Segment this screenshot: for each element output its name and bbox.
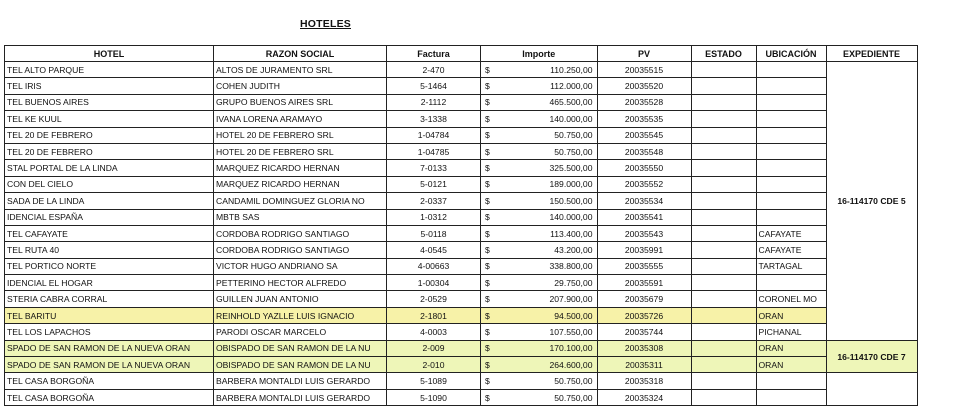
estado-cell — [691, 94, 756, 110]
factura-cell: 5-1464 — [387, 78, 481, 94]
estado-cell — [691, 258, 756, 274]
razon-social-cell: GUILLEN JUAN ANTONIO — [214, 291, 387, 307]
ubicacion-cell — [756, 160, 826, 176]
column-header-pv: PV — [597, 46, 691, 62]
hotel-cell: TEL ALTO PARQUE — [5, 62, 214, 78]
hotel-cell: SPADO DE SAN RAMON DE LA NUEVA ORAN — [5, 357, 214, 373]
importe-cell: 94.500,00 — [497, 307, 597, 323]
hotel-cell: TEL CASA BORGOÑA — [5, 389, 214, 405]
document-title: HOTELES — [300, 18, 351, 30]
factura-cell: 2-1112 — [387, 94, 481, 110]
hotel-cell: TEL LOS LAPACHOS — [5, 324, 214, 340]
estado-cell — [691, 275, 756, 291]
table-row — [5, 324, 918, 340]
razon-social-cell: CANDAMIL DOMINGUEZ GLORIA NO — [214, 193, 387, 209]
ubicacion-cell — [756, 193, 826, 209]
table-row — [5, 62, 918, 78]
hotel-cell: STERIA CABRA CORRAL — [5, 291, 214, 307]
razon-social-cell: HOTEL 20 DE FEBRERO SRL — [214, 143, 387, 159]
hotel-cell: CON DEL CIELO — [5, 176, 214, 192]
ubicacion-cell — [756, 275, 826, 291]
ubicacion-cell — [756, 62, 826, 78]
razon-social-cell: IVANA LORENA ARAMAYO — [214, 111, 387, 127]
currency-symbol: $ — [481, 94, 498, 110]
estado-cell — [691, 242, 756, 258]
table-row — [5, 111, 918, 127]
table-row — [5, 275, 918, 291]
importe-cell: 338.800,00 — [497, 258, 597, 274]
importe-cell: 325.500,00 — [497, 160, 597, 176]
hotel-cell: TEL PORTICO NORTE — [5, 258, 214, 274]
importe-cell: 189.000,00 — [497, 176, 597, 192]
currency-symbol: $ — [481, 258, 498, 274]
importe-cell: 140.000,00 — [497, 111, 597, 127]
hotel-cell: IDENCIAL ESPAÑA — [5, 209, 214, 225]
factura-cell: 4-0545 — [387, 242, 481, 258]
hotel-cell: TEL 20 DE FEBRERO — [5, 143, 214, 159]
factura-cell: 2-010 — [387, 357, 481, 373]
estado-cell — [691, 143, 756, 159]
pv-cell: 20035591 — [597, 275, 691, 291]
razon-social-cell: OBISPADO DE SAN RAMON DE LA NU — [214, 340, 387, 356]
ubicacion-cell — [756, 94, 826, 110]
estado-cell — [691, 389, 756, 405]
importe-cell: 110.250,00 — [497, 62, 597, 78]
table-row — [5, 78, 918, 94]
ubicacion-cell: CAFAYATE — [756, 242, 826, 258]
importe-cell: 112.000,00 — [497, 78, 597, 94]
estado-cell — [691, 111, 756, 127]
factura-cell: 1-00304 — [387, 275, 481, 291]
estado-cell — [691, 340, 756, 356]
factura-cell: 7-0133 — [387, 160, 481, 176]
importe-cell: 170.100,00 — [497, 340, 597, 356]
razon-social-cell: VICTOR HUGO ANDRIANO SA — [214, 258, 387, 274]
pv-cell: 20035545 — [597, 127, 691, 143]
razon-social-cell: MBTB SAS — [214, 209, 387, 225]
ubicacion-cell: CAFAYATE — [756, 225, 826, 241]
table-row — [5, 389, 918, 405]
table-row — [5, 193, 918, 209]
pv-cell: 20035515 — [597, 62, 691, 78]
razon-social-cell: HOTEL 20 DE FEBRERO SRL — [214, 127, 387, 143]
ubicacion-cell — [756, 143, 826, 159]
importe-cell: 50.750,00 — [497, 373, 597, 389]
factura-cell: 1-04785 — [387, 143, 481, 159]
estado-cell — [691, 193, 756, 209]
importe-cell: 150.500,00 — [497, 193, 597, 209]
hotel-cell: TEL KE KUUL — [5, 111, 214, 127]
factura-cell: 5-0121 — [387, 176, 481, 192]
column-header-expediente: EXPEDIENTE — [826, 46, 917, 62]
ubicacion-cell — [756, 389, 826, 405]
estado-cell — [691, 160, 756, 176]
ubicacion-cell — [756, 127, 826, 143]
hotel-cell: TEL BUENOS AIRES — [5, 94, 214, 110]
factura-cell: 5-0118 — [387, 225, 481, 241]
currency-symbol: $ — [481, 389, 498, 405]
razon-social-cell: PARODI OSCAR MARCELO — [214, 324, 387, 340]
razon-social-cell: PETTERINO HECTOR ALFREDO — [214, 275, 387, 291]
importe-cell: 50.750,00 — [497, 143, 597, 159]
ubicacion-cell — [756, 176, 826, 192]
pv-cell: 20035324 — [597, 389, 691, 405]
table-row — [5, 291, 918, 307]
hotels-table — [4, 45, 918, 406]
ubicacion-cell: TARTAGAL — [756, 258, 826, 274]
currency-symbol: $ — [481, 209, 498, 225]
razon-social-cell: COHEN JUDITH — [214, 78, 387, 94]
table-header-row — [5, 46, 918, 62]
razon-social-cell: GRUPO BUENOS AIRES SRL — [214, 94, 387, 110]
currency-symbol: $ — [481, 291, 498, 307]
table-row — [5, 242, 918, 258]
hotel-cell: TEL BARITU — [5, 307, 214, 323]
hotel-cell: STAL PORTAL DE LA LINDA — [5, 160, 214, 176]
estado-cell — [691, 176, 756, 192]
currency-symbol: $ — [481, 340, 498, 356]
pv-cell: 20035991 — [597, 242, 691, 258]
razon-social-cell: ALTOS DE JURAMENTO SRL — [214, 62, 387, 78]
ubicacion-cell: ORAN — [756, 307, 826, 323]
pv-cell: 20035534 — [597, 193, 691, 209]
pv-cell: 20035318 — [597, 373, 691, 389]
table-row — [5, 176, 918, 192]
estado-cell — [691, 225, 756, 241]
ubicacion-cell: PICHANAL — [756, 324, 826, 340]
pv-cell: 20035308 — [597, 340, 691, 356]
razon-social-cell: CORDOBA RODRIGO SANTIAGO — [214, 242, 387, 258]
ubicacion-cell — [756, 209, 826, 225]
table-row — [5, 127, 918, 143]
hotel-cell: TEL IRIS — [5, 78, 214, 94]
column-header-razon-social: RAZON SOCIAL — [214, 46, 387, 62]
importe-cell: 264.600,00 — [497, 357, 597, 373]
table-row — [5, 307, 918, 323]
factura-cell: 2-0337 — [387, 193, 481, 209]
ubicacion-cell: CORONEL MO — [756, 291, 826, 307]
currency-symbol: $ — [481, 78, 498, 94]
table-row — [5, 209, 918, 225]
pv-cell: 20035520 — [597, 78, 691, 94]
currency-symbol: $ — [481, 307, 498, 323]
pv-cell: 20035744 — [597, 324, 691, 340]
importe-cell: 207.900,00 — [497, 291, 597, 307]
factura-cell: 4-0003 — [387, 324, 481, 340]
factura-cell: 3-1338 — [387, 111, 481, 127]
factura-cell: 2-1801 — [387, 307, 481, 323]
currency-symbol: $ — [481, 242, 498, 258]
hotel-cell: TEL CASA BORGOÑA — [5, 373, 214, 389]
pv-cell: 20035726 — [597, 307, 691, 323]
razon-social-cell: OBISPADO DE SAN RAMON DE LA NU — [214, 357, 387, 373]
estado-cell — [691, 127, 756, 143]
factura-cell: 5-1089 — [387, 373, 481, 389]
razon-social-cell: CORDOBA RODRIGO SANTIAGO — [214, 225, 387, 241]
table-body — [5, 62, 918, 406]
hotel-cell: TEL CAFAYATE — [5, 225, 214, 241]
estado-cell — [691, 78, 756, 94]
pv-cell: 20035541 — [597, 209, 691, 225]
expediente-cell-empty — [826, 373, 917, 406]
currency-symbol: $ — [481, 143, 498, 159]
factura-cell: 5-1090 — [387, 389, 481, 405]
importe-cell: 50.750,00 — [497, 389, 597, 405]
table-row — [5, 143, 918, 159]
pv-cell: 20035528 — [597, 94, 691, 110]
column-header-factura: Factura — [387, 46, 481, 62]
currency-symbol: $ — [481, 160, 498, 176]
factura-cell: 2-0529 — [387, 291, 481, 307]
pv-cell: 20035679 — [597, 291, 691, 307]
estado-cell — [691, 324, 756, 340]
razon-social-cell: BARBERA MONTALDI LUIS GERARDO — [214, 373, 387, 389]
table-row — [5, 94, 918, 110]
pv-cell: 20035543 — [597, 225, 691, 241]
factura-cell: 2-470 — [387, 62, 481, 78]
pv-cell: 20035550 — [597, 160, 691, 176]
razon-social-cell: MARQUEZ RICARDO HERNAN — [214, 176, 387, 192]
importe-cell: 113.400,00 — [497, 225, 597, 241]
ubicacion-cell — [756, 373, 826, 389]
hotel-cell: TEL RUTA 40 — [5, 242, 214, 258]
ubicacion-cell — [756, 111, 826, 127]
column-header-estado: ESTADO — [691, 46, 756, 62]
factura-cell: 1-0312 — [387, 209, 481, 225]
estado-cell — [691, 357, 756, 373]
hotel-cell: SPADO DE SAN RAMON DE LA NUEVA ORAN — [5, 340, 214, 356]
razon-social-cell: BARBERA MONTALDI LUIS GERARDO — [214, 389, 387, 405]
estado-cell — [691, 209, 756, 225]
estado-cell — [691, 291, 756, 307]
hotel-cell: TEL 20 DE FEBRERO — [5, 127, 214, 143]
estado-cell — [691, 307, 756, 323]
pv-cell: 20035311 — [597, 357, 691, 373]
estado-cell — [691, 373, 756, 389]
column-header-importe: Importe — [481, 46, 598, 62]
currency-symbol: $ — [481, 62, 498, 78]
currency-symbol: $ — [481, 111, 498, 127]
currency-symbol: $ — [481, 324, 498, 340]
table-row — [5, 340, 918, 356]
importe-cell: 50.750,00 — [497, 127, 597, 143]
currency-symbol: $ — [481, 275, 498, 291]
table-row — [5, 258, 918, 274]
expediente-cell: 16-114170 CDE 5 — [826, 62, 917, 341]
pv-cell: 20035535 — [597, 111, 691, 127]
razon-social-cell: REINHOLD YAZLLE LUIS IGNACIO — [214, 307, 387, 323]
ubicacion-cell: ORAN — [756, 340, 826, 356]
hotel-cell: IDENCIAL EL HOGAR — [5, 275, 214, 291]
currency-symbol: $ — [481, 127, 498, 143]
pv-cell: 20035552 — [597, 176, 691, 192]
importe-cell: 140.000,00 — [497, 209, 597, 225]
importe-cell: 107.550,00 — [497, 324, 597, 340]
table-row — [5, 225, 918, 241]
column-header-ubicacion: UBICACIÓN — [756, 46, 826, 62]
importe-cell: 29.750,00 — [497, 275, 597, 291]
table-row — [5, 160, 918, 176]
currency-symbol: $ — [481, 193, 498, 209]
ubicacion-cell: ORAN — [756, 357, 826, 373]
ubicacion-cell — [756, 78, 826, 94]
importe-cell: 465.500,00 — [497, 94, 597, 110]
currency-symbol: $ — [481, 357, 498, 373]
table-row — [5, 373, 918, 389]
factura-cell: 1-04784 — [387, 127, 481, 143]
expediente-cell: 16-114170 CDE 7 — [826, 340, 917, 373]
pv-cell: 20035555 — [597, 258, 691, 274]
estado-cell — [691, 62, 756, 78]
razon-social-cell: MARQUEZ RICARDO HERNAN — [214, 160, 387, 176]
importe-cell: 43.200,00 — [497, 242, 597, 258]
currency-symbol: $ — [481, 176, 498, 192]
factura-cell: 2-009 — [387, 340, 481, 356]
table-row — [5, 357, 918, 373]
currency-symbol: $ — [481, 373, 498, 389]
currency-symbol: $ — [481, 225, 498, 241]
column-header-hotel: HOTEL — [5, 46, 214, 62]
pv-cell: 20035548 — [597, 143, 691, 159]
factura-cell: 4-00663 — [387, 258, 481, 274]
hotel-cell: SADA DE LA LINDA — [5, 193, 214, 209]
